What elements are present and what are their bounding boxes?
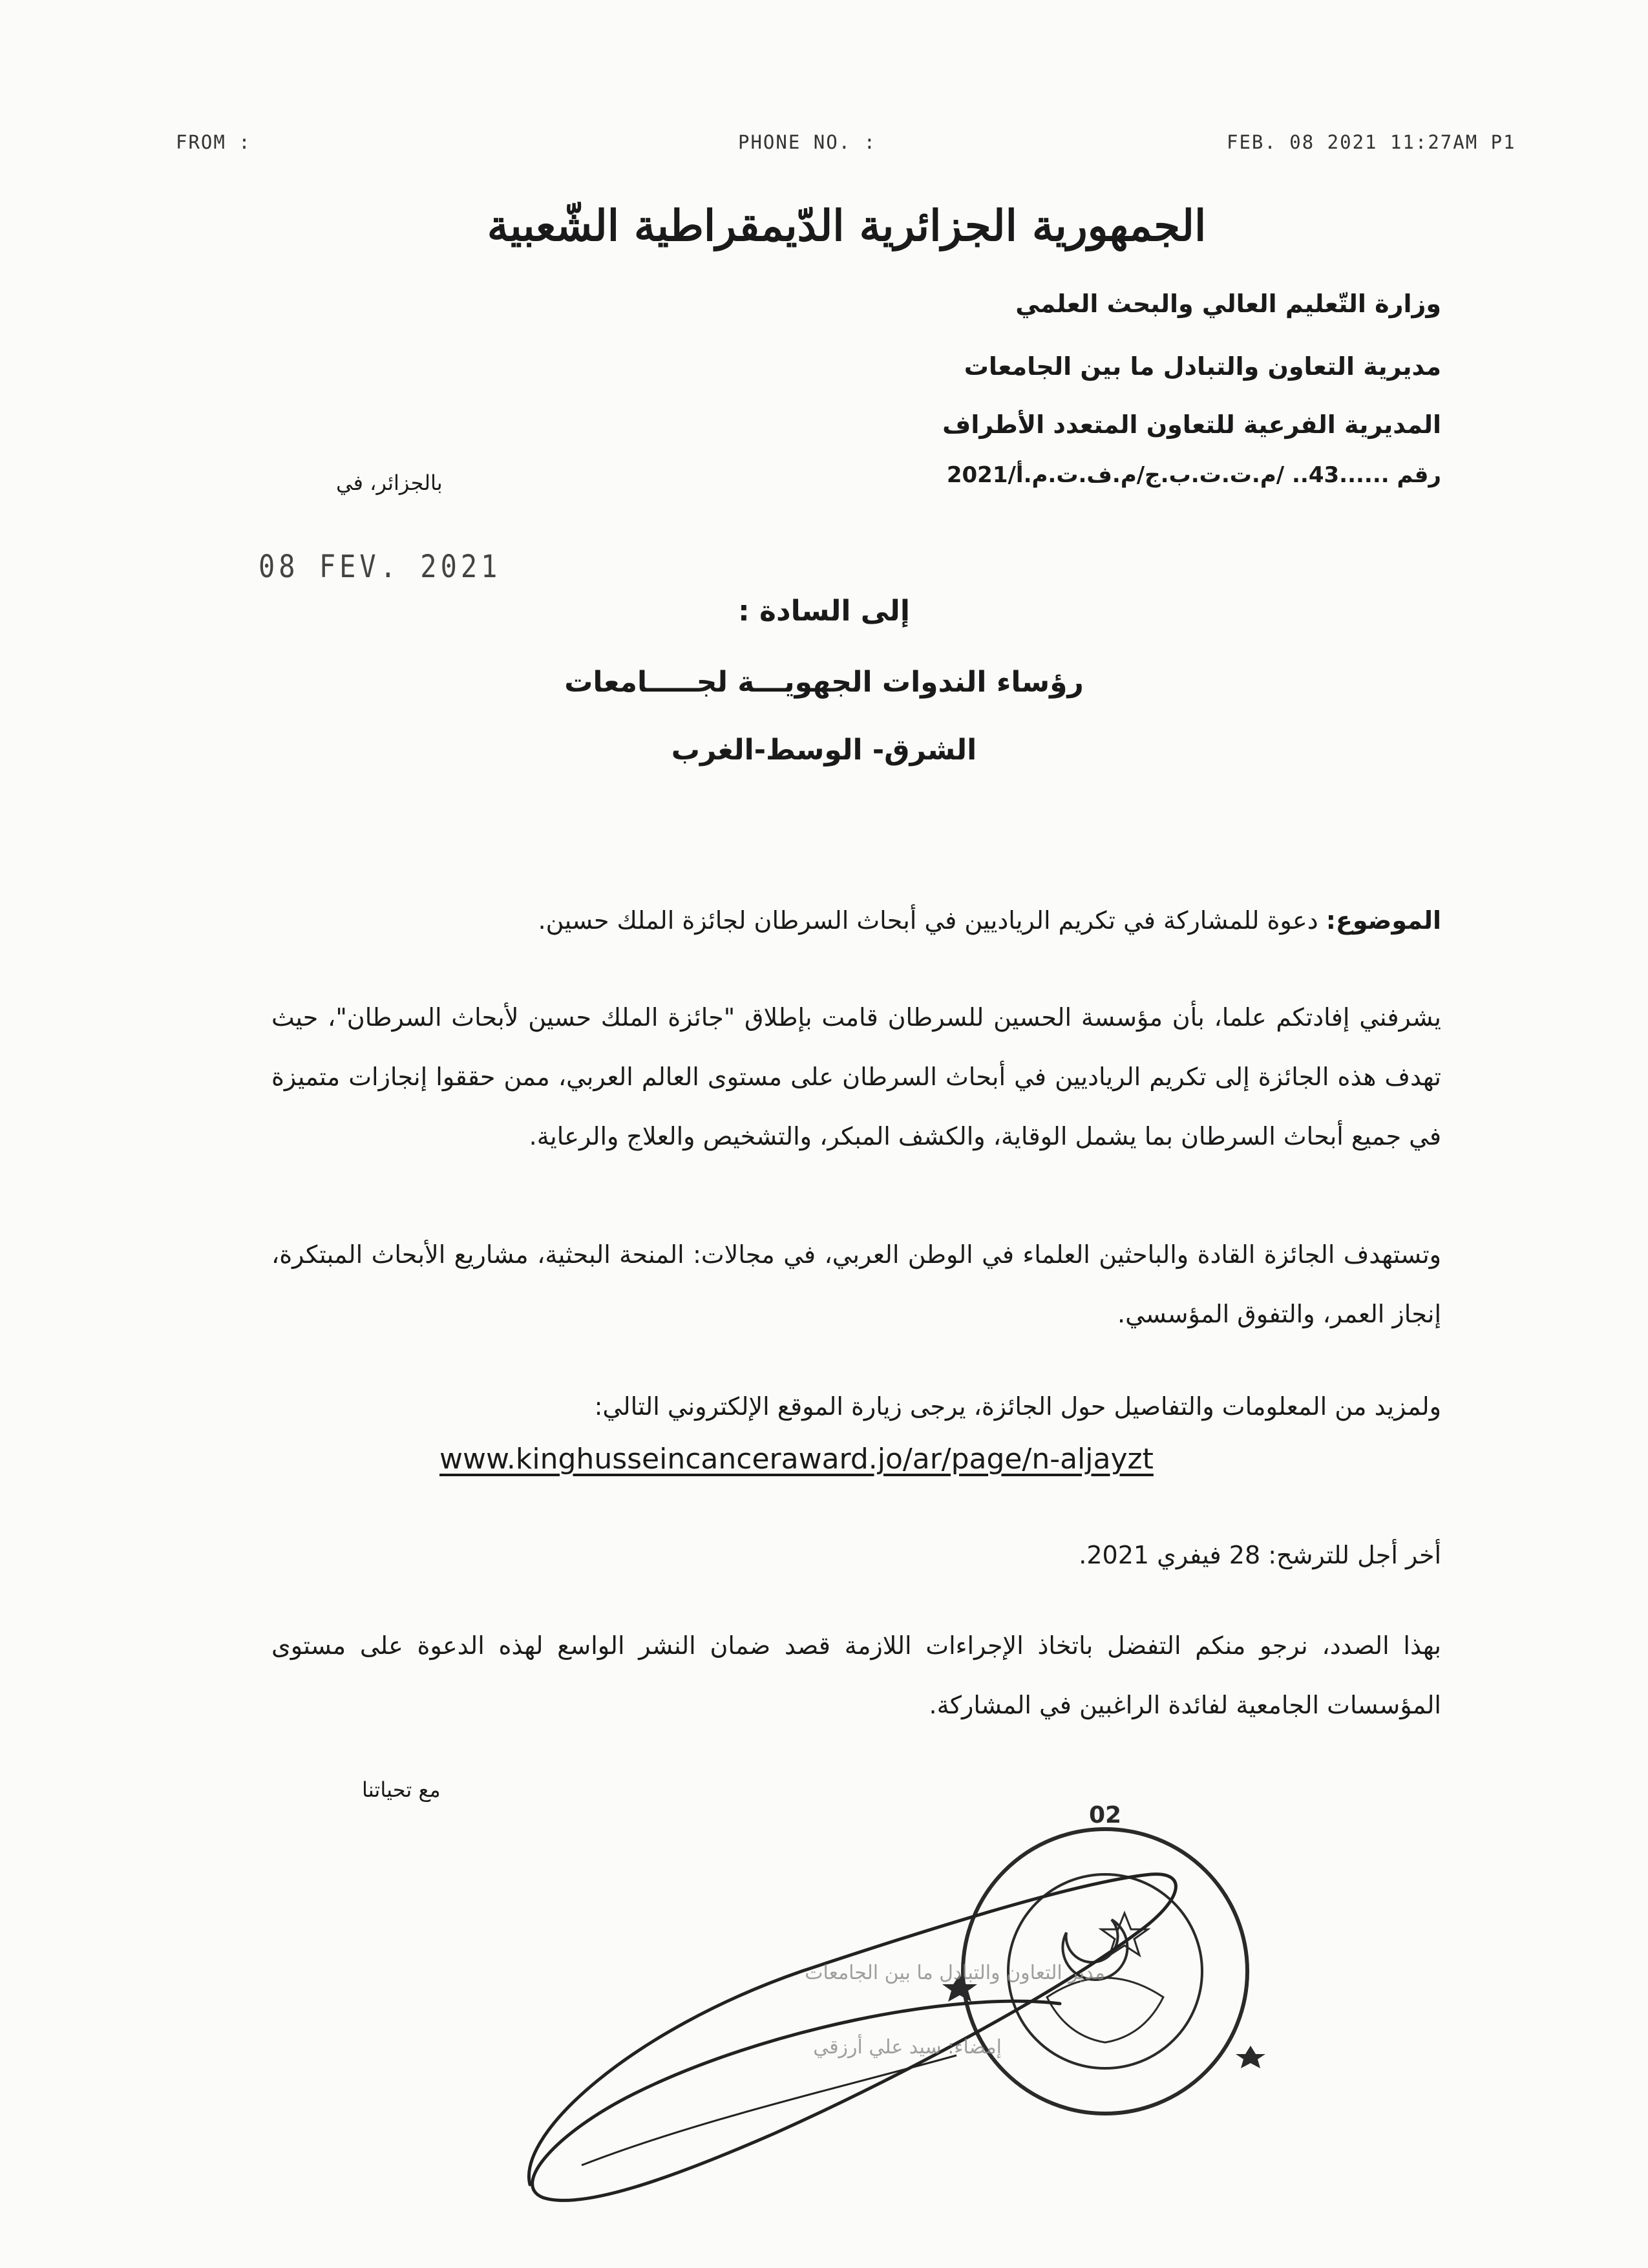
subject-line [538,906,1441,935]
closing-regards: مع تحياتنا [362,1777,441,1802]
fax-datetime: FEB. 08 2021 11:27AM P1 [1227,131,1516,153]
date-stamp: 08 FEV. 2021 [259,548,502,585]
body-paragraph-4: بهذا الصدد، نرجو منكم التفضل باتخاذ الإجراءات اللازمة قصد ضمان النشر الواسع لهذه الدعوة على مستوى المؤسسات الجامعية لفائدة الراغبين في المشاركة. [271,1631,1441,1719]
fax-phone: PHONE NO. : [738,131,877,153]
addressee-line1: إلى السادة : [738,595,910,628]
signature-title: مدير التعاون والتبادل ما بين الجامعات [805,1962,1105,1984]
subdirectorate-name: المديرية الفرعية للتعاون المتعدد الأطراف [942,410,1441,439]
addressee-line2: رؤساء الندوات الجهويـــة لجـــــامعات [564,666,1084,699]
subject-label: الموضوع: [1326,906,1441,935]
body-paragraph-2: وتستهدف الجائزة القادة والباحثين العلماء في الوطن العربي، في مجالات: المنحة البحثية، مشاريع الأبحاث المبتكرة، إنجاز العمر، والتفوق المؤسسي. [271,1240,1441,1328]
fax-from: FROM : [176,131,251,153]
deadline-line: أخر أجل للترشح: 28 فيفري 2021. [1079,1541,1441,1569]
body-paragraph-1: يشرفني إفادتكم علما، بأن مؤسسة الحسين للسرطان قامت بإطلاق "جائزة الملك حسين لأبحاث السرطان"، حيث تهدف هذه الجائزة إلى تكريم الرياديين في أبحاث السرطان على مستوى العالم العربي، ممن حققوا إنجازات متميزة في جميع أبحاث السرطان بما يشمل الوقاية، والكشف المبكر، والتشخيص والعلاج والرعاية. [271,1003,1441,1150]
place-date-label: بالجزائر، في [336,471,443,495]
body-paragraph-3: ولمزيد من المعلومات والتفاصيل حول الجائزة، يرجى زيارة الموقع الإلكتروني التالي: [594,1392,1441,1421]
stamp-number: 02 [1088,1802,1122,1828]
subject-text: دعوة للمشاركة في تكريم الرياديين في أبحاث السرطان لجائزة الملك حسين. [538,906,1326,935]
republic-title: الجمهورية الجزائرية الدّيمقراطية الشّعبية [487,200,1207,251]
ministry-name: وزارة التّعليم العالي والبحث العلمي [1015,290,1441,318]
directorate-name: مديرية التعاون والتبادل ما بين الجامعات [964,352,1441,381]
reference-number: رقم ......43.. /م.ت.ت.ب.ج/م.ف.ت.م.أ/2021 [946,462,1441,488]
addressee-line3: الشرق- الوسط-الغرب [671,734,977,767]
signature-name: إمضاء: سيد علي أرزقي [813,2036,1002,2059]
award-website-link[interactable]: www.kinghusseincanceraward.jo/ar/page/n-aljayzt [439,1443,1154,1476]
